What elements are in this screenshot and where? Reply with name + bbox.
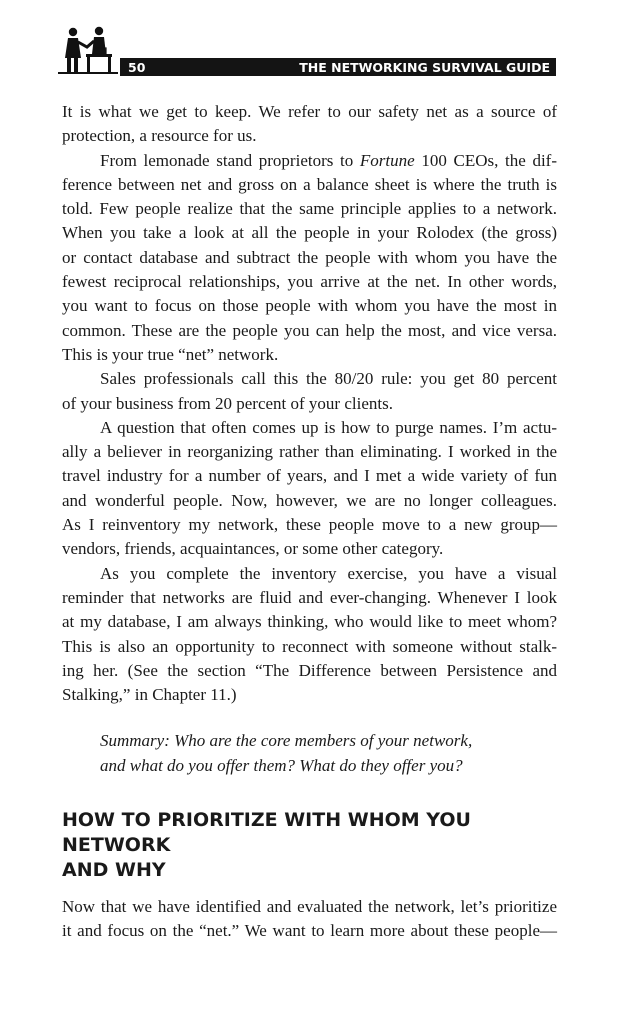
text-line: protection, a resource for us. bbox=[62, 126, 257, 146]
text-line: When you take a look at all the people in your Rolodex (the gross) bbox=[62, 223, 557, 243]
text-line: and wonderful people. Now, however, we are no longer colleagues. bbox=[62, 490, 557, 510]
heading-line: AND WHY bbox=[62, 859, 166, 882]
text-line: told. Few people realize that the same principle applies to a network. bbox=[62, 199, 557, 219]
section-heading bbox=[62, 808, 557, 883]
body-text bbox=[62, 100, 557, 944]
page-number: 50 bbox=[128, 59, 146, 75]
text-line: It is what we get to keep. We refer to our safety net as a source of bbox=[62, 102, 557, 121]
heading-line: HOW TO PRIORITIZE WITH WHOM YOU NETWORK bbox=[62, 809, 471, 857]
handshake-figures-icon bbox=[56, 24, 120, 78]
text-line: at my database, I am always thinking, who would like to meet whom? bbox=[62, 612, 557, 632]
paragraph bbox=[62, 895, 557, 944]
text-line: fewest reciprocal relationships, you arrive at the net. In other words, bbox=[62, 272, 557, 292]
paragraph bbox=[62, 100, 557, 149]
text-line: vendors, friends, acquaintances, or some other category. bbox=[62, 539, 444, 559]
text-line: common. These are the people you can help the most, and vice versa. bbox=[62, 320, 557, 340]
paragraph bbox=[62, 562, 557, 708]
text-line: or contact database and subtract the people with whom you have the bbox=[62, 247, 557, 267]
text-line: ing her. (See the section “The Difference between Persistence and bbox=[62, 660, 557, 680]
text-line: Stalking,” in Chapter 11.) bbox=[62, 685, 237, 705]
text-line: travel industry for a number of years, and I met a wide variety of fun bbox=[62, 466, 557, 486]
text-line: A question that often comes up is how to purge names. I’m actu- bbox=[100, 417, 557, 437]
paragraph bbox=[62, 367, 557, 416]
text-line: From lemonade stand proprietors to Fortune 100 CEOs, the dif- bbox=[100, 150, 557, 170]
text-line: ference between net and gross on a balance sheet is where the truth is bbox=[62, 174, 557, 194]
text-line: As I reinventory my network, these people move to a new group— bbox=[62, 515, 557, 535]
paragraph bbox=[62, 149, 557, 368]
text-line: This is also an opportunity to reconnect with someone without stalk- bbox=[62, 636, 557, 656]
text-line: As you complete the inventory exercise, you have a visual bbox=[100, 563, 557, 583]
text-line: Sales professionals call this the 80/20 rule: you get 80 percent bbox=[100, 369, 557, 389]
text-line: you want to focus on those people with whom you have the most in bbox=[62, 296, 557, 316]
summary-box bbox=[100, 729, 557, 778]
summary-line: Summary: Who are the core members of your network, bbox=[100, 731, 473, 751]
text-line: Now that we have identified and evaluated the network, let’s prioritize bbox=[62, 897, 557, 917]
fortune-italic: Fortune bbox=[359, 150, 415, 170]
text-line: This is your true “net” network. bbox=[62, 344, 279, 364]
running-title: THE NETWORKING SURVIVAL GUIDE bbox=[299, 59, 550, 75]
running-header-bar bbox=[120, 58, 556, 76]
text-line: it and focus on the “net.” We want to learn more about these people— bbox=[62, 921, 557, 941]
summary-line: and what do you offer them? What do they offer you? bbox=[100, 755, 463, 775]
text-line: ally a believer in reorganizing rather than eliminating. I worked in the bbox=[62, 442, 557, 462]
paragraph bbox=[62, 416, 557, 562]
text-line: reminder that networks are fluid and ever-changing. Whenever I look bbox=[62, 587, 557, 607]
text-line: of your business from 20 percent of your clients. bbox=[62, 393, 393, 413]
